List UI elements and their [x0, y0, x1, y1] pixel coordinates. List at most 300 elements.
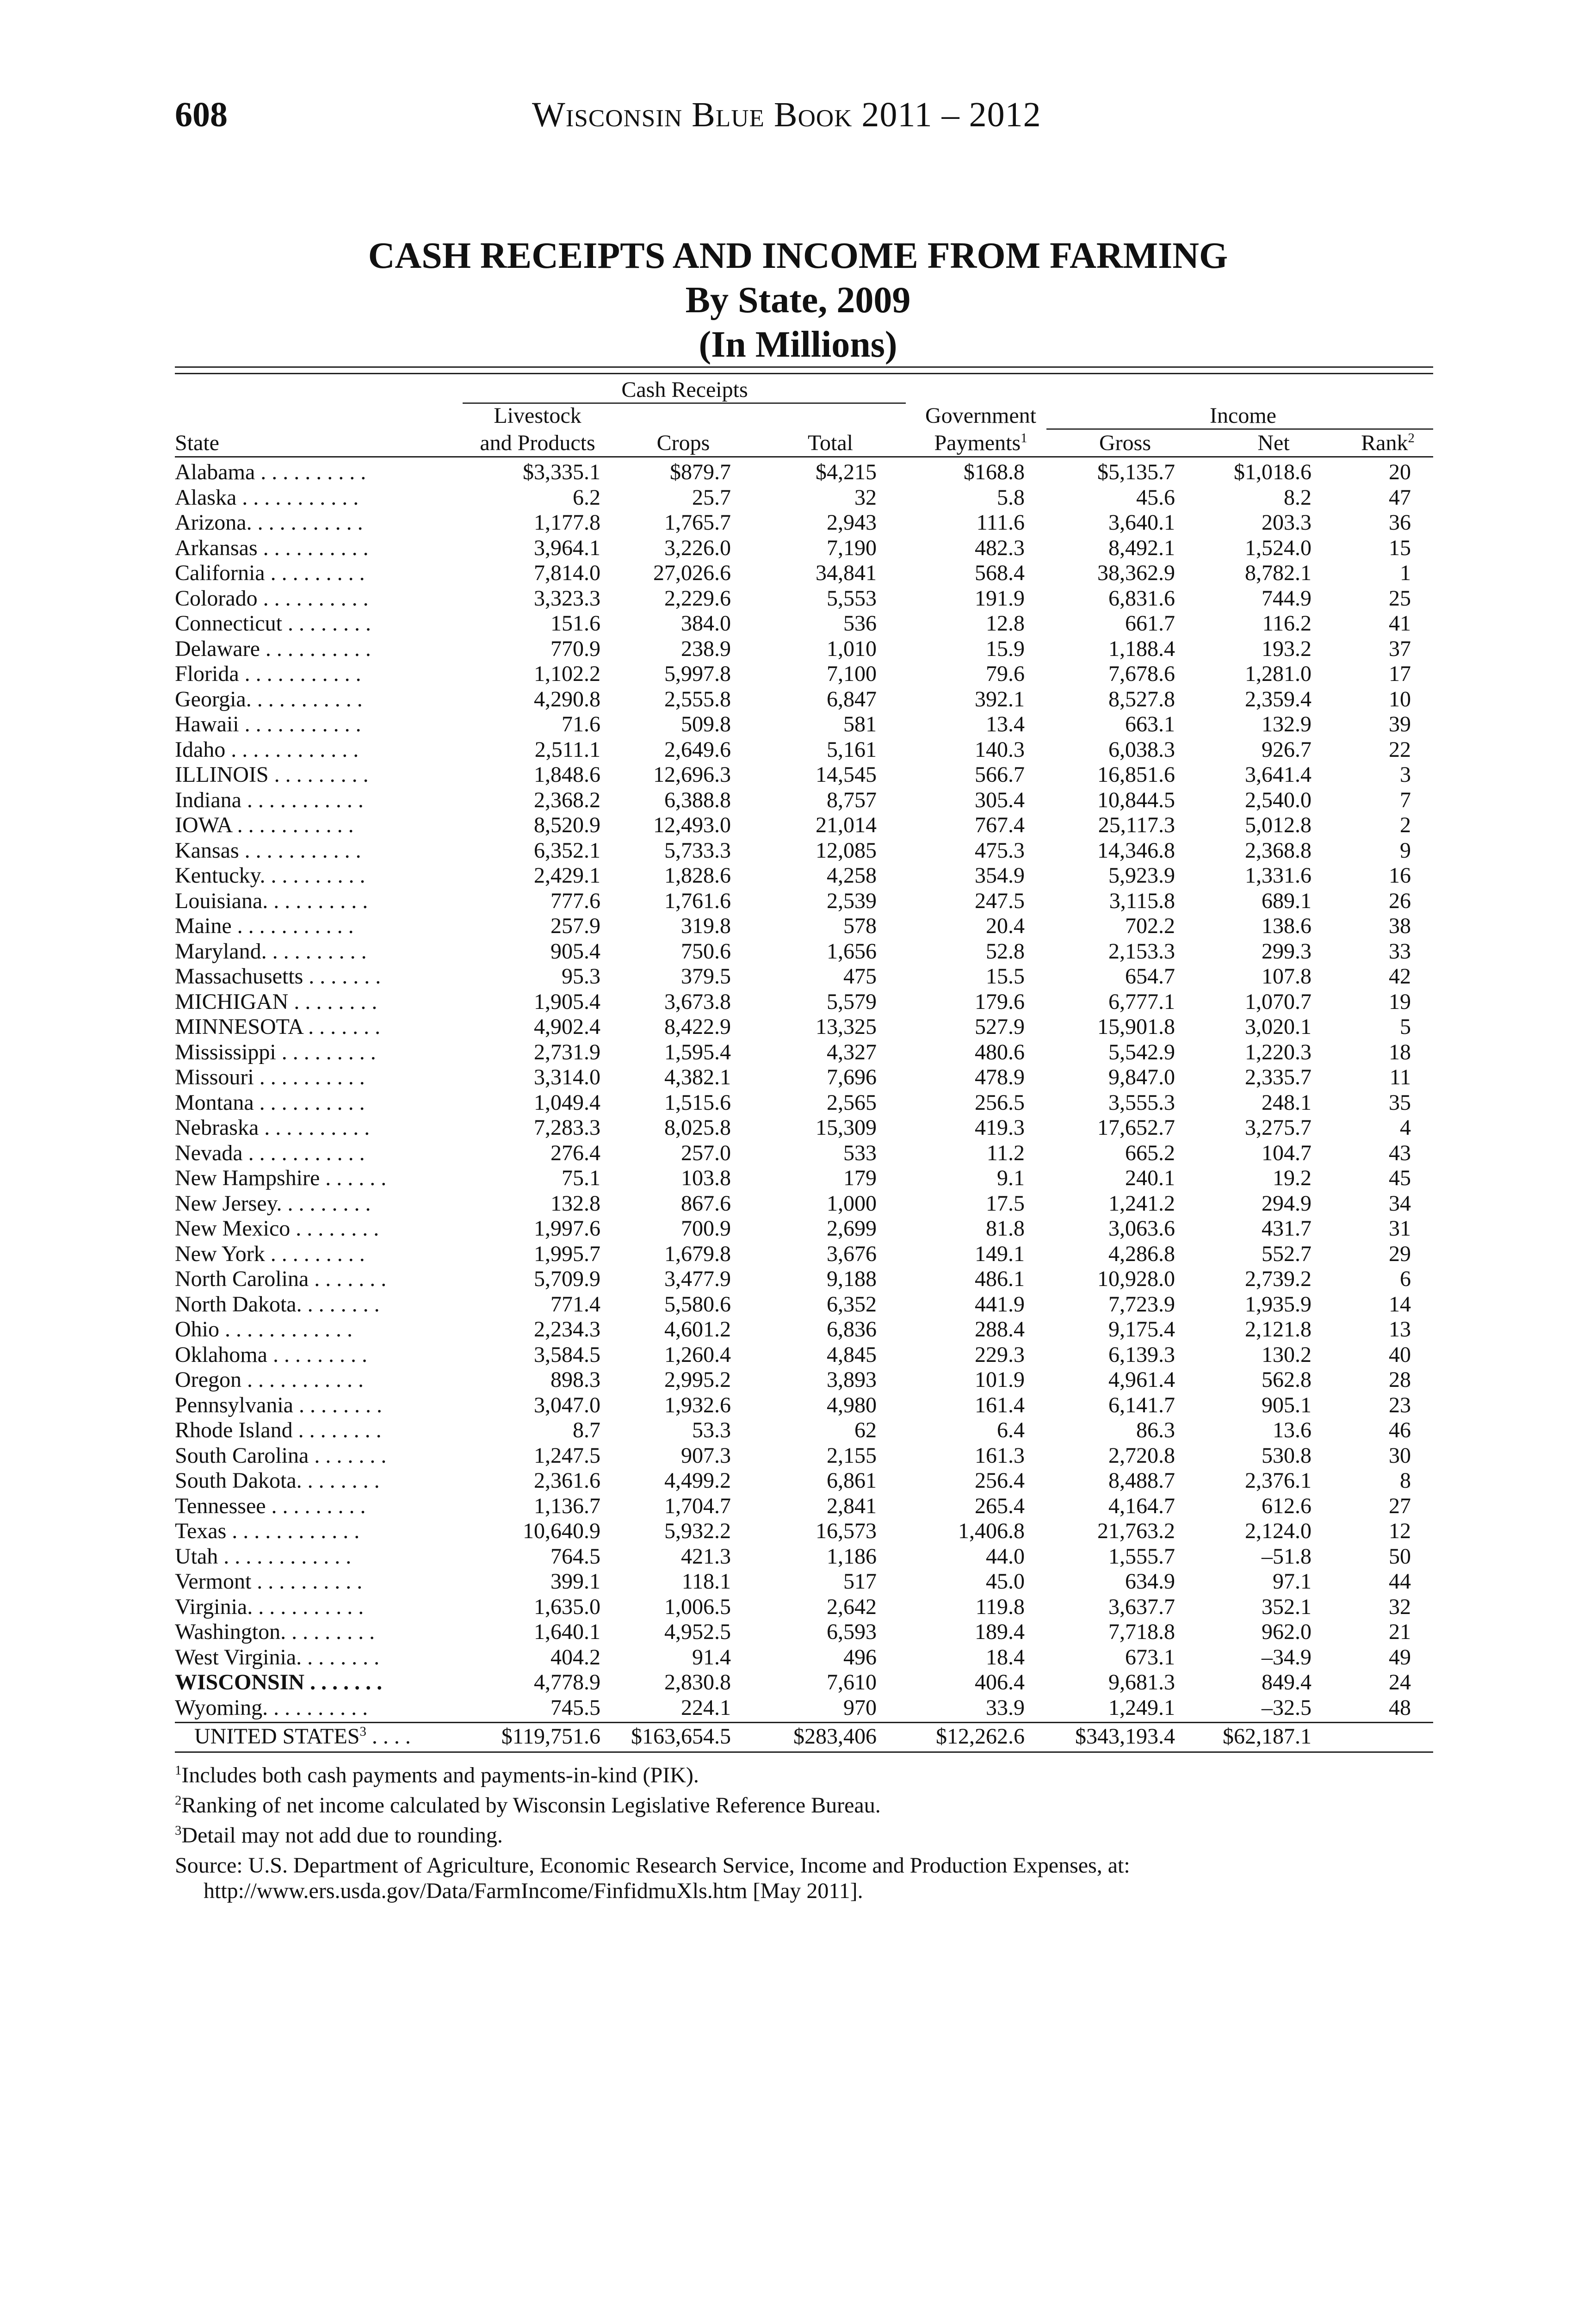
cell-rank: 17 [1389, 662, 1411, 686]
header-income-underline [1046, 428, 1433, 430]
cell-total: 62 [854, 1418, 877, 1442]
cell-gross: 6,141.7 [1108, 1392, 1175, 1417]
cell-crops: 8,422.9 [664, 1014, 731, 1039]
cell-livestock: 898.3 [551, 1367, 600, 1392]
table-row [0, 1393, 1596, 1418]
cell-rank: 33 [1389, 939, 1411, 964]
header-livestock-top: Livestock [494, 403, 581, 428]
cell-rank: 36 [1389, 510, 1411, 535]
cell-rank: 14 [1389, 1292, 1411, 1317]
cell-gross: 6,777.1 [1108, 989, 1175, 1014]
cell-net: 138.6 [1262, 914, 1311, 938]
cell-total: 2,699 [827, 1216, 877, 1241]
cell-total: $4,215 [816, 460, 877, 484]
cell-gov: 33.9 [986, 1695, 1025, 1720]
cell-net: –32.5 [1262, 1695, 1311, 1720]
cell-rank: 45 [1389, 1166, 1411, 1190]
cell-livestock: 1,136.7 [534, 1493, 600, 1518]
cell-total: 2,642 [827, 1594, 877, 1619]
cell-gov: 13.4 [986, 712, 1025, 736]
cell-crops: 4,952.5 [664, 1620, 731, 1644]
table-row [0, 1065, 1596, 1090]
cell-rank: 25 [1389, 586, 1411, 611]
total-gov: $12,262.6 [936, 1724, 1025, 1749]
cell-gross: 661.7 [1125, 611, 1175, 636]
cell-gross: 7,718.8 [1108, 1620, 1175, 1644]
cell-gross: 665.2 [1125, 1140, 1175, 1165]
cell-rank: 20 [1389, 460, 1411, 484]
cell-livestock: 1,997.6 [534, 1216, 600, 1241]
state-name: Oklahoma . . . . . . . . . [175, 1342, 367, 1367]
cell-livestock: 2,368.2 [534, 787, 600, 812]
table-row [0, 889, 1596, 914]
total-state [194, 1723, 411, 1750]
cell-livestock: 10,640.9 [523, 1519, 600, 1543]
table-units: (In Millions) [699, 324, 897, 365]
cell-crops: 2,995.2 [664, 1367, 731, 1392]
cell-livestock: 2,511.1 [534, 737, 600, 762]
cell-gov: 288.4 [975, 1317, 1025, 1342]
cell-gov: 486.1 [975, 1267, 1025, 1291]
cell-crops: 319.8 [681, 914, 731, 938]
table-row [0, 1494, 1596, 1519]
cell-livestock: 1,177.8 [534, 510, 600, 535]
cell-total: 8,757 [827, 787, 877, 812]
header-payments [934, 430, 1027, 456]
header-cash-receipts: Cash Receipts [621, 377, 748, 402]
cell-gross: 17,652.7 [1097, 1115, 1175, 1140]
cell-rank: 21 [1389, 1620, 1411, 1644]
cell-livestock: 2,234.3 [534, 1317, 600, 1342]
state-name: Oregon . . . . . . . . . . . [175, 1367, 364, 1392]
cell-rank: 31 [1389, 1216, 1411, 1241]
state-name: Kentucky. . . . . . . . . . [175, 863, 365, 888]
cell-livestock: 5,709.9 [534, 1267, 600, 1291]
table-row [0, 1645, 1596, 1670]
header-government-top: Government [925, 403, 1036, 428]
cell-net: 612.6 [1262, 1493, 1311, 1518]
state-name: Nevada . . . . . . . . . . . [175, 1140, 365, 1165]
source-line-2: http://www.ers.usda.gov/Data/FarmIncome/FinfidmuXls.htm [May 2011]. [204, 1879, 863, 1903]
cell-total: 1,010 [827, 636, 877, 661]
cell-rank: 30 [1389, 1443, 1411, 1468]
cell-net: 13.6 [1273, 1418, 1311, 1442]
table-row [0, 914, 1596, 939]
cell-gross: 3,063.6 [1108, 1216, 1175, 1241]
table-row [0, 611, 1596, 636]
state-name: Pennsylvania . . . . . . . . [175, 1392, 382, 1417]
cell-gov: 527.9 [975, 1014, 1025, 1039]
cell-gov: 101.9 [975, 1367, 1025, 1392]
cell-crops: 421.3 [681, 1544, 731, 1569]
cell-gov: 5.8 [997, 485, 1025, 510]
state-name: Nebraska . . . . . . . . . . [175, 1115, 370, 1140]
cell-net: 552.7 [1262, 1241, 1311, 1266]
state-name: Connecticut . . . . . . . . [175, 611, 371, 636]
cell-crops: 1,006.5 [664, 1594, 731, 1619]
header-gross: Gross [1099, 431, 1151, 455]
cell-crops: 1,828.6 [664, 863, 731, 888]
cell-crops: 1,260.4 [664, 1342, 731, 1367]
cell-net: 3,641.4 [1245, 762, 1311, 787]
cell-crops: 384.0 [681, 611, 731, 636]
table-row [0, 662, 1596, 686]
cell-crops: 700.9 [681, 1216, 731, 1241]
cell-total: 2,539 [827, 888, 877, 913]
cell-total: 34,841 [816, 561, 877, 585]
cell-rank: 47 [1389, 485, 1411, 510]
cell-gross: 702.2 [1125, 914, 1175, 938]
cell-net: 926.7 [1262, 737, 1311, 762]
cell-net: 2,121.8 [1245, 1317, 1311, 1342]
footnote-1-text: Includes both cash payments and payments-in-kind (PIK). [181, 1763, 699, 1787]
cell-livestock: 8.7 [573, 1418, 600, 1442]
cell-rank: 16 [1389, 863, 1411, 888]
cell-total: 6,836 [827, 1317, 877, 1342]
cell-gross: 3,637.7 [1108, 1594, 1175, 1619]
state-name: North Carolina . . . . . . . [175, 1267, 387, 1291]
cell-total: 179 [843, 1166, 877, 1190]
cell-crops: 3,673.8 [664, 989, 731, 1014]
cell-gross: 14,346.8 [1097, 838, 1175, 863]
cell-gross: 634.9 [1125, 1569, 1175, 1594]
cell-crops: 379.5 [681, 964, 731, 989]
footnote-2-text: Ranking of net income calculated by Wisconsin Legislative Reference Bureau. [181, 1793, 881, 1818]
cell-livestock: 1,905.4 [534, 989, 600, 1014]
table-row [0, 637, 1596, 662]
cell-livestock: 777.6 [551, 888, 600, 913]
cell-crops: 118.1 [681, 1569, 731, 1594]
cell-gross: 3,555.3 [1108, 1090, 1175, 1115]
cell-crops: $879.7 [670, 460, 731, 484]
cell-rank: 38 [1389, 914, 1411, 938]
state-name: MICHIGAN . . . . . . . . [175, 989, 377, 1014]
cell-gross: 38,362.9 [1097, 561, 1175, 585]
cell-crops: 867.6 [681, 1191, 731, 1216]
cell-gov: 256.5 [975, 1090, 1025, 1115]
cell-gross: 9,175.4 [1108, 1317, 1175, 1342]
cell-crops: 27,026.6 [653, 561, 731, 585]
cell-rank: 12 [1389, 1519, 1411, 1543]
cell-rank: 3 [1400, 762, 1411, 787]
state-name: Rhode Island . . . . . . . . [175, 1418, 382, 1442]
cell-total: 3,893 [827, 1367, 877, 1392]
cell-crops: 1,765.7 [664, 510, 731, 535]
cell-net: 562.8 [1262, 1367, 1311, 1392]
cell-gov: 12.8 [986, 611, 1025, 636]
cell-crops: 12,493.0 [653, 813, 731, 837]
footnote-1 [175, 1763, 699, 1788]
cell-gov: 406.4 [975, 1670, 1025, 1695]
cell-net: 248.1 [1262, 1090, 1311, 1115]
state-name: South Carolina . . . . . . . [175, 1443, 387, 1468]
cell-total: 475 [843, 964, 877, 989]
cell-crops: 4,601.2 [664, 1317, 731, 1342]
cell-net: 2,368.8 [1245, 838, 1311, 863]
cell-total: 5,161 [827, 737, 877, 762]
cell-rank: 32 [1389, 1594, 1411, 1619]
cell-gov: 6.4 [997, 1418, 1025, 1442]
cell-gov: 149.1 [975, 1241, 1025, 1266]
cell-gov: 119.8 [975, 1594, 1025, 1619]
table-row [0, 1695, 1596, 1720]
state-name: Delaware . . . . . . . . . . [175, 636, 371, 661]
cell-livestock: 151.6 [551, 611, 600, 636]
cell-net: 294.9 [1262, 1191, 1311, 1216]
cell-net: 19.2 [1273, 1166, 1311, 1190]
state-name: Virginia. . . . . . . . . . . [175, 1594, 364, 1619]
cell-gov: 15.9 [986, 636, 1025, 661]
total-state-label: UNITED STATES [194, 1724, 360, 1749]
cell-net: 299.3 [1262, 939, 1311, 964]
header-net: Net [1257, 431, 1290, 455]
cell-net: 1,070.7 [1245, 989, 1311, 1014]
cell-net: 689.1 [1262, 888, 1311, 913]
cell-rank: 34 [1389, 1191, 1411, 1216]
state-name: Arkansas . . . . . . . . . . [175, 535, 369, 560]
cell-rank: 19 [1389, 989, 1411, 1014]
cell-livestock: 3,314.0 [534, 1065, 600, 1089]
table-row [0, 1242, 1596, 1267]
table-row [0, 737, 1596, 762]
total-livestock: $119,751.6 [501, 1724, 600, 1749]
cell-net: 8,782.1 [1245, 561, 1311, 585]
cell-gov: 480.6 [975, 1039, 1025, 1064]
cell-crops: 509.8 [681, 712, 731, 736]
cell-rank: 2 [1400, 813, 1411, 837]
state-name: MINNESOTA . . . . . . . [175, 1014, 381, 1039]
header-livestock-bottom: and Products [480, 431, 595, 455]
table-row [0, 964, 1596, 989]
cell-livestock: 399.1 [551, 1569, 600, 1594]
header-bottom-rule [175, 456, 1433, 458]
cell-gov: 20.4 [986, 914, 1025, 938]
cell-gov: 265.4 [975, 1493, 1025, 1518]
cell-gross: $5,135.7 [1097, 460, 1175, 484]
cell-rank: 24 [1389, 1670, 1411, 1695]
cell-crops: 2,649.6 [664, 737, 731, 762]
cell-total: 2,155 [827, 1443, 877, 1468]
total-total: $283,406 [793, 1724, 877, 1749]
cell-crops: 12,696.3 [653, 762, 731, 787]
cell-gross: 5,542.9 [1108, 1039, 1175, 1064]
cell-gross: 3,640.1 [1108, 510, 1175, 535]
cell-rank: 8 [1400, 1468, 1411, 1493]
cell-gross: 5,923.9 [1108, 863, 1175, 888]
cell-crops: 4,382.1 [664, 1065, 731, 1089]
cell-crops: 91.4 [692, 1645, 731, 1670]
cell-gross: 4,961.4 [1108, 1367, 1175, 1392]
footnote-1-mark: 1 [175, 1763, 182, 1778]
state-name: West Virginia. . . . . . . . [175, 1645, 380, 1670]
cell-total: 5,579 [827, 989, 877, 1014]
cell-net: 193.2 [1262, 636, 1311, 661]
table-row [0, 1342, 1596, 1367]
state-name: Colorado . . . . . . . . . . [175, 586, 369, 611]
cell-net: 849.4 [1262, 1670, 1311, 1695]
total-crops: $163,654.5 [631, 1724, 731, 1749]
cell-livestock: 7,814.0 [534, 561, 600, 585]
cell-livestock: 3,584.5 [534, 1342, 600, 1367]
cell-net: 107.8 [1262, 964, 1311, 989]
footnote-2 [175, 1793, 881, 1818]
cell-crops: 1,932.6 [664, 1392, 731, 1417]
cell-crops: 257.0 [681, 1140, 731, 1165]
footnote-3 [175, 1823, 503, 1849]
cell-rank: 29 [1389, 1241, 1411, 1266]
cell-rank: 42 [1389, 964, 1411, 989]
table-row [0, 1468, 1596, 1493]
cell-gov: 191.9 [975, 586, 1025, 611]
cell-crops: 2,229.6 [664, 586, 731, 611]
cell-net: 2,739.2 [1245, 1267, 1311, 1291]
header-payments-label: Payments [934, 431, 1021, 455]
cell-total: 578 [843, 914, 877, 938]
cell-net: 2,359.4 [1245, 686, 1311, 711]
cell-crops: 1,515.6 [664, 1090, 731, 1115]
cell-livestock: 2,361.6 [534, 1468, 600, 1493]
cell-gross: 16,851.6 [1097, 762, 1175, 787]
cell-rank: 5 [1400, 1014, 1411, 1039]
state-name: Massachusetts . . . . . . . [175, 964, 381, 989]
cell-net: 1,220.3 [1245, 1039, 1311, 1064]
cell-gov: 475.3 [975, 838, 1025, 863]
cell-total: 1,186 [827, 1544, 877, 1569]
cell-gov: 482.3 [975, 535, 1025, 560]
cell-total: 6,352 [827, 1292, 877, 1317]
footnote-ref-1: 1 [1021, 431, 1027, 445]
cell-rank: 46 [1389, 1418, 1411, 1442]
state-name: Mississippi . . . . . . . . . [175, 1039, 376, 1064]
state-name: Maine . . . . . . . . . . . [175, 914, 354, 938]
state-name: Utah . . . . . . . . . . . . [175, 1544, 352, 1569]
cell-net: 8.2 [1284, 485, 1311, 510]
cell-total: 2,565 [827, 1090, 877, 1115]
table-row [0, 1166, 1596, 1191]
cell-livestock: 404.2 [551, 1645, 600, 1670]
source-line-1: Source: U.S. Department of Agriculture, Economic Research Service, Income and Production Expenses, at: [175, 1853, 1130, 1878]
table-row [0, 1040, 1596, 1065]
table-row [0, 485, 1596, 510]
state-name: Arizona. . . . . . . . . . . [175, 510, 363, 535]
table-row [0, 460, 1596, 485]
cell-rank: 35 [1389, 1090, 1411, 1115]
cell-total: 15,309 [816, 1115, 877, 1140]
cell-gov: 15.5 [986, 964, 1025, 989]
table-row [0, 788, 1596, 813]
cell-net: –34.9 [1262, 1645, 1311, 1670]
cell-net: 5,012.8 [1245, 813, 1311, 837]
state-name: Ohio . . . . . . . . . . . . [175, 1317, 353, 1342]
cell-net: 97.1 [1273, 1569, 1311, 1594]
cell-gross: 10,844.5 [1097, 787, 1175, 812]
cell-livestock: 1,848.6 [534, 762, 600, 787]
cell-livestock: 2,731.9 [534, 1039, 600, 1064]
cell-rank: 48 [1389, 1695, 1411, 1720]
cell-gross: 8,488.7 [1108, 1468, 1175, 1493]
cell-gross: 8,527.8 [1108, 686, 1175, 711]
state-name: North Dakota. . . . . . . . [175, 1292, 380, 1317]
cell-gross: 240.1 [1125, 1166, 1175, 1190]
cell-livestock: 95.3 [562, 964, 600, 989]
state-name: Alaska . . . . . . . . . . . [175, 485, 359, 510]
state-name: Florida . . . . . . . . . . . [175, 662, 361, 686]
cell-gov: 161.3 [975, 1443, 1025, 1468]
table-row [0, 1090, 1596, 1115]
cell-livestock: 4,778.9 [534, 1670, 600, 1695]
cell-crops: 1,761.6 [664, 888, 731, 913]
cell-gross: 86.3 [1136, 1418, 1175, 1442]
total-state-dots: . . . . [371, 1724, 411, 1749]
cell-gov: 18.4 [986, 1645, 1025, 1670]
cell-crops: 8,025.8 [664, 1115, 731, 1140]
cell-gov: 161.4 [975, 1392, 1025, 1417]
state-name: Wyoming. . . . . . . . . . [175, 1695, 368, 1720]
state-name: New Mexico . . . . . . . . [175, 1216, 379, 1241]
cell-gov: 79.6 [986, 662, 1025, 686]
table-row [0, 1317, 1596, 1342]
cell-crops: 3,226.0 [664, 535, 731, 560]
table-row [0, 1569, 1596, 1594]
cell-gross: 1,555.7 [1108, 1544, 1175, 1569]
table-row [0, 1115, 1596, 1140]
cell-rank: 26 [1389, 888, 1411, 913]
cell-gov: 767.4 [975, 813, 1025, 837]
cell-total: 970 [843, 1695, 877, 1720]
cell-total: 6,847 [827, 686, 877, 711]
cell-crops: 907.3 [681, 1443, 731, 1468]
cell-gross: 6,038.3 [1108, 737, 1175, 762]
cell-gross: 7,723.9 [1108, 1292, 1175, 1317]
cell-livestock: 905.4 [551, 939, 600, 964]
cell-gross: 21,763.2 [1097, 1519, 1175, 1543]
cell-total: 13,325 [816, 1014, 877, 1039]
cell-total: 4,980 [827, 1392, 877, 1417]
cell-gov: 11.2 [986, 1140, 1025, 1165]
cell-net: 116.2 [1262, 611, 1311, 636]
table-row [0, 536, 1596, 561]
cell-net: 1,331.6 [1245, 863, 1311, 888]
cell-gov: 140.3 [975, 737, 1025, 762]
cell-gross: 9,681.3 [1108, 1670, 1175, 1695]
cell-total: 4,327 [827, 1039, 877, 1064]
cell-total: 6,861 [827, 1468, 877, 1493]
state-name: Missouri . . . . . . . . . . [175, 1065, 365, 1089]
table-row [0, 1141, 1596, 1166]
cell-rank: 10 [1389, 686, 1411, 711]
cell-net: 530.8 [1262, 1443, 1311, 1468]
cell-crops: 5,733.3 [664, 838, 731, 863]
footnote-ref-3: 3 [359, 1724, 366, 1739]
cell-net: 2,376.1 [1245, 1468, 1311, 1493]
cell-livestock: 3,323.3 [534, 586, 600, 611]
cell-gross: 6,139.3 [1108, 1342, 1175, 1367]
table-row [0, 1620, 1596, 1645]
cell-gross: 15,901.8 [1097, 1014, 1175, 1039]
cell-livestock: 1,049.4 [534, 1090, 600, 1115]
cell-net: 744.9 [1262, 586, 1311, 611]
cell-net: 203.3 [1262, 510, 1311, 535]
header-crops: Crops [656, 431, 710, 455]
cell-rank: 18 [1389, 1039, 1411, 1064]
cell-total: 536 [843, 611, 877, 636]
total-bottom-rule [175, 1751, 1433, 1753]
cell-livestock: 770.9 [551, 636, 600, 661]
cell-crops: 103.8 [681, 1166, 731, 1190]
cell-rank: 37 [1389, 636, 1411, 661]
cell-gross: 4,164.7 [1108, 1493, 1175, 1518]
cell-gov: 354.9 [975, 863, 1025, 888]
